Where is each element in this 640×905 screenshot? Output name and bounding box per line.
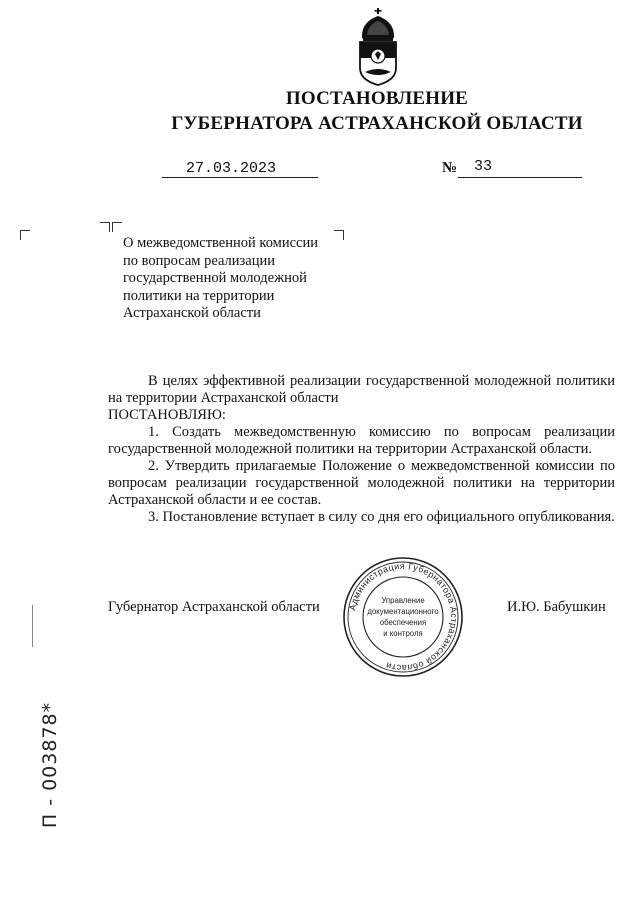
clause-3: 3. Постановление вступает в силу со дня его официального опубликования. xyxy=(148,509,615,525)
number-underline xyxy=(458,177,582,178)
signatory-name: И.Ю. Бабушкин xyxy=(507,599,606,615)
corner-mark xyxy=(334,230,344,240)
coat-of-arms-icon xyxy=(355,8,401,86)
corner-mark xyxy=(100,222,110,232)
date-underline xyxy=(162,177,318,178)
seal-line-1: Управление xyxy=(381,596,425,605)
registration-number: П - 003878* xyxy=(39,701,61,829)
margin-mark xyxy=(32,605,33,647)
corner-mark xyxy=(20,230,30,240)
document-type-title: ПОСТАНОВЛЕНИЕ xyxy=(285,88,469,109)
seal-ring-text: Администрация Губернатора Астраханской области xyxy=(347,560,460,674)
number-label: № xyxy=(442,160,458,176)
preamble: В целях эффективной реализации государственной молодежной политики на территории Астраханской области xyxy=(108,373,615,406)
seal-line-4: и контроля xyxy=(383,629,423,638)
document-body xyxy=(108,373,615,526)
signatory-title: Губернатор Астраханской области xyxy=(108,599,320,615)
document-date: 27.03.2023 xyxy=(186,160,277,177)
document-subject: О межведомственной комиссии по вопросам реализации государственной молодежной политики на территории Астраханской области xyxy=(123,235,318,321)
seal-line-3: обеспечения xyxy=(379,618,427,627)
clause-1: 1. Создать межведомственную комиссию по вопросам реализации государственной молодежной политики на территории Астраханской области. xyxy=(108,424,615,457)
decree-word: ПОСТАНОВЛЯЮ: xyxy=(108,407,226,423)
document-number: 33 xyxy=(474,158,493,175)
document-issuer-title: ГУБЕРНАТОРА АСТРАХАНСКОЙ ОБЛАСТИ xyxy=(171,113,583,134)
official-seal xyxy=(342,556,464,678)
registration-number-stamp xyxy=(30,690,70,840)
clause-2: 2. Утвердить прилагаемые Положение о межведомственной комиссии по вопросам реализации государственной молодежной политики на территории Астраханской области и ее состав. xyxy=(108,458,615,508)
corner-mark xyxy=(112,222,122,232)
seal-line-2: документационного xyxy=(367,607,439,616)
